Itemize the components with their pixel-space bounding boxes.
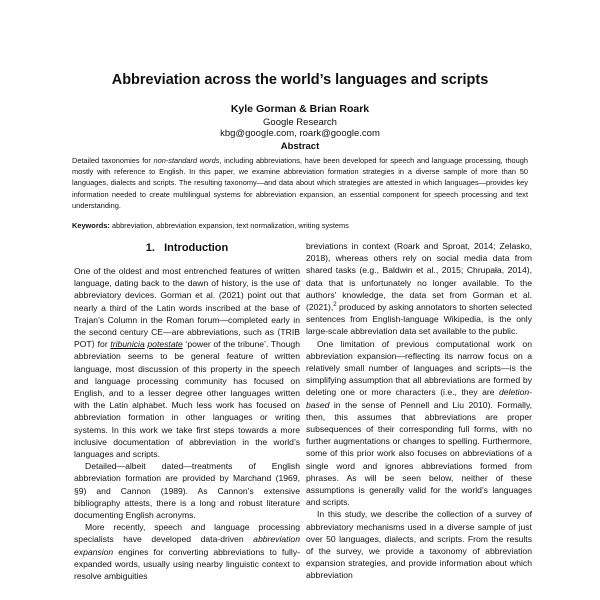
paragraph: One limitation of previous computational work on abbreviation expansion—reflecting its narrow focus on a relatively small number of languages and scripts—is the simplifying assumption that all abbreviations are formed by deleting one or more characters (i.e., they are deletion-based in the sense of Pennell and Liu 2010). Formally, then, this assumes that abbreviations are proper subsequences of their corresponding full forms, with no further augmentations or changes to spelling. Furthermore, some of this prior work also focuses on abbreviations of a single word and ignores abbreviations formed from phrases. As will be seen below, neither of these assumptions is generally valid for the world’s languages and scripts.	[306, 338, 532, 508]
paragraph: More recently, speech and language processing specialists have developed data-driven abbreviation expansion engines for converting abbreviations to fully-expanded words, usually using nearby linguistic context to resolve ambiguities	[74, 522, 300, 582]
section-heading: 1. Introduction	[145, 242, 229, 254]
abstract-text: Detailed taxonomies for non-standard words, including abbreviations, have been developed for speech and language processing, though mostly with reference to English. In this paper, we examine abbreviation formation strategies in a diverse sample of more than 50 languages, dialects and scripts. The resulting taxonomy—and data about which strategies are attested in which languages—provides key information needed to create multilingual systems for abbreviation expansion, an essential component for speech processing and text understanding.	[72, 156, 528, 210]
keywords-label: Keywords:	[72, 221, 110, 230]
author-emails: kbg@google.com, roark@google.com	[220, 128, 380, 139]
keywords-list: abbreviation, abbreviation expansion, text normalization, writing systems	[109, 221, 349, 230]
left-column	[74, 265, 300, 582]
right-column	[306, 240, 532, 582]
paragraph: Detailed—albeit dated—treatments of English abbreviation formation are provided by Marchand (1969, §9) and Cannon (1989). As Cannon’s extensive bibliography attests, there is a long and robust literature documenting English acronyms.	[74, 461, 300, 521]
abstract-heading: Abstract	[280, 141, 320, 152]
paragraph: One of the oldest and most entrenched features of written language, dating back to the dawn of history, is the use of abbreviatory devices. Gorman et al. (2021) point out that nearly a third of the Latin words inscribed at the base of Trajan’s Column in the Roman forum—completed early in the second century CE—are abbreviations, such as ⟨TRIB POT⟩ for tribunicia potestate ‘power of the tribune’. Though abbreviation seems to be general feature of written language, most discussion of this property in the speech and language processing community has focused on English, and to a lesser degree other languages written with the Latin alphabet. Much less work has focused on abbreviation formation in other languages or writing systems. In this work we take first steps towards a more inclusive documentation of abbreviation in the world’s languages and scripts.	[74, 266, 300, 460]
paper-title: Abbreviation across the world’s languages and scripts	[111, 72, 489, 88]
paper-authors: Kyle Gorman & Brian Roark	[230, 103, 370, 115]
paragraph: breviations in context (Roark and Sproat, 2014; Zelasko, 2018), whereas others rely on social media data from shared tasks (e.g., Baldwin et al., 2015; Chrupała, 2014), data that is unfortunately no longer available. To the authors’ knowledge, the data set from Gorman et al. (2021),$^2$ produced by asking annotators to shorten selected sentences from English-language Wikipedia, is the only large-scale abbreviation data set available to the public.	[306, 241, 532, 337]
paragraph: In this study, we describe the collection of a survey of abbreviatory mechanisms used in a diverse sample of just over 50 languages, dialects, and scripts. From the results of the survey, we provide a taxonomy of abbreviation expansion strategies, and provide information about which abbreviation	[306, 509, 532, 581]
author-affiliation: Google Research	[263, 117, 337, 128]
keywords	[72, 220, 528, 231]
